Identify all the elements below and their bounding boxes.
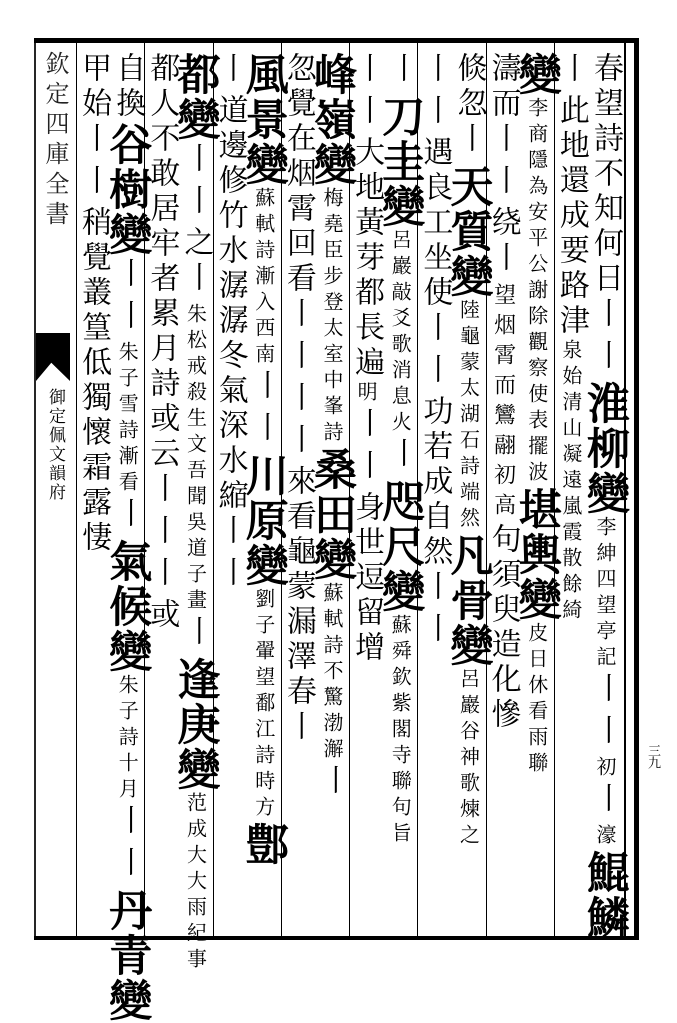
- headword: 變: [511, 52, 562, 97]
- text-column: [375, 52, 426, 932]
- text-segment: 句須臾造化慘: [485, 523, 521, 733]
- text-segment: 明: [354, 381, 379, 407]
- headword: 谷樹變: [102, 122, 153, 257]
- headword: 氣候變: [102, 539, 153, 674]
- repeat-mark: 丨丨: [485, 122, 521, 206]
- text-column: [170, 52, 221, 974]
- text-segment: 此地還成要路津: [553, 94, 589, 339]
- text-segment: 范成大大雨紀事: [183, 792, 208, 974]
- headword: 峰嶺變: [307, 52, 357, 187]
- text-segment: 李商隱為安平公謝除觀察使表擺波: [524, 97, 549, 487]
- headword: 淮柳變: [580, 381, 630, 516]
- text-segment: 遇良工坐使: [417, 136, 453, 311]
- repeat-mark: 丨: [451, 122, 487, 164]
- text-segment: 濠: [593, 824, 617, 850]
- text-segment: 望烟霄而鸞翮初高: [490, 283, 516, 523]
- page-margin-strip: [36, 43, 72, 936]
- repeat-mark: 丨丨: [110, 257, 146, 341]
- text-segment: 都人不敢居牢者累月: [144, 52, 180, 367]
- text-segment: 蘇軾詩不驚渤澥: [320, 582, 344, 764]
- repeat-mark: 丨: [553, 52, 589, 94]
- repeat-mark: 丨丨: [417, 570, 453, 654]
- headword: 鄷: [238, 822, 289, 867]
- text-segment: 呂巖敲爻歌消息火: [388, 229, 413, 437]
- text-segment: 身世逗留增: [349, 491, 385, 666]
- repeat-mark: 丨丨: [417, 52, 453, 136]
- text-segment: 自換: [110, 52, 146, 122]
- text-segment: 梅堯臣步登太室中峯詩: [320, 187, 344, 447]
- repeat-mark: 丨丨: [588, 297, 623, 381]
- text-column: [511, 52, 562, 932]
- text-segment: 或: [144, 598, 180, 633]
- text-column: [443, 52, 494, 932]
- text-segment: 李紳四望亭記: [593, 516, 617, 672]
- book-title: 御定佩文韻府: [45, 388, 65, 502]
- repeat-mark: 丨丨: [417, 311, 453, 395]
- repeat-mark: 丨丨: [349, 407, 385, 491]
- text-segment: 甲始: [76, 52, 112, 122]
- repeat-mark: 丨丨: [349, 52, 385, 136]
- text-segment: 濤而: [485, 52, 521, 122]
- text-segment: 獨懷霜露悽: [76, 381, 112, 556]
- text-segment: 呂巖谷神歌煉之: [456, 668, 481, 850]
- text-segment: 凝遠嵐霞散餘綺: [558, 443, 583, 625]
- repeat-mark: 丨: [315, 764, 350, 806]
- text-segment: 道邊修竹水潺潺: [212, 94, 248, 339]
- text-column: [213, 52, 247, 932]
- repeat-mark: 丨丨: [246, 369, 282, 453]
- text-segment: 朱子雪詩漸看: [115, 341, 140, 497]
- text-segment: 來看龜蒙漏澤春: [280, 465, 316, 710]
- headword: 刀圭變: [375, 94, 426, 229]
- repeat-mark: 丨丨: [212, 514, 248, 598]
- headword: 逢庚變: [170, 657, 221, 792]
- headword: 風景變: [238, 52, 289, 187]
- repeat-mark: 丨: [110, 497, 146, 539]
- text-column: [76, 52, 110, 932]
- text-segment: 春望詩不知何日: [588, 52, 623, 297]
- headword: 堪輿變: [511, 487, 562, 622]
- headword: 桑田變: [307, 447, 357, 582]
- repeat-mark: 丨: [212, 52, 248, 94]
- text-segment: 陸龜蒙太湖石詩端然: [456, 299, 481, 533]
- text-segment: 稍覺叢篁低: [76, 206, 112, 381]
- text-segment: 功若成自然: [417, 395, 453, 570]
- repeat-mark: 丨: [485, 241, 521, 283]
- repeat-mark: 丨丨: [588, 672, 623, 756]
- headword: 天質變: [443, 164, 494, 299]
- text-segment: 劉子翬望鄱江詩時方: [251, 588, 276, 822]
- text-segment: 之: [178, 226, 214, 261]
- repeat-mark: 丨丨: [178, 142, 214, 226]
- text-segment: 朱松戒殺生文吾聞吳道子畫: [183, 303, 208, 615]
- text-segment: 蘇舜欽紫閣寺聯句旨: [388, 614, 413, 848]
- collection-header: 欽定四庫全書: [41, 51, 69, 231]
- repeat-mark: 丨: [178, 261, 214, 303]
- frame-top-border: [34, 38, 638, 43]
- text-segment: 忽覺在烟霄回看: [280, 52, 316, 297]
- text-segment: 蘇軾詩漸入西南: [251, 187, 276, 369]
- repeat-mark: 丨: [280, 423, 316, 465]
- page-number: 三九: [645, 744, 660, 768]
- text-segment: 詩或云: [144, 367, 180, 472]
- fish-tail-mark: [36, 333, 70, 381]
- text-segment: 泉始清山: [558, 339, 583, 443]
- text-segment: 冬氣深水縮: [212, 339, 248, 514]
- repeat-mark: 丨丨: [110, 804, 146, 888]
- repeat-mark: 丨丨: [76, 122, 112, 206]
- repeat-mark: 丨: [280, 710, 316, 752]
- headword: 咫尺變: [375, 479, 426, 614]
- text-column: [307, 52, 357, 932]
- headword: 川原變: [238, 453, 289, 588]
- headword: 丹青變: [102, 888, 153, 1023]
- text-segment: 绕: [485, 206, 521, 241]
- repeat-mark: 丨丨丨: [144, 472, 180, 598]
- repeat-mark: 丨丨丨: [280, 297, 316, 423]
- repeat-mark: 丨: [178, 615, 214, 657]
- headword: 鯤鱗: [580, 850, 630, 940]
- text-segment: 朱子詩十月: [115, 674, 140, 804]
- text-segment: 倐忽: [451, 52, 487, 122]
- frame-right-border: [634, 38, 639, 940]
- text-segment: 大地黃芽都長遍: [349, 136, 385, 381]
- repeat-mark: 丨: [383, 437, 419, 479]
- repeat-mark: 丨: [383, 52, 419, 94]
- text-column: [102, 52, 153, 1023]
- text-segment: 初: [593, 756, 617, 782]
- headword: 都變: [170, 52, 221, 142]
- text-column: [238, 52, 289, 932]
- text-column: [580, 52, 630, 940]
- repeat-mark: 丨: [588, 782, 623, 824]
- headword: 凡骨變: [443, 533, 494, 668]
- text-segment: 皮日休看雨聯: [524, 622, 549, 778]
